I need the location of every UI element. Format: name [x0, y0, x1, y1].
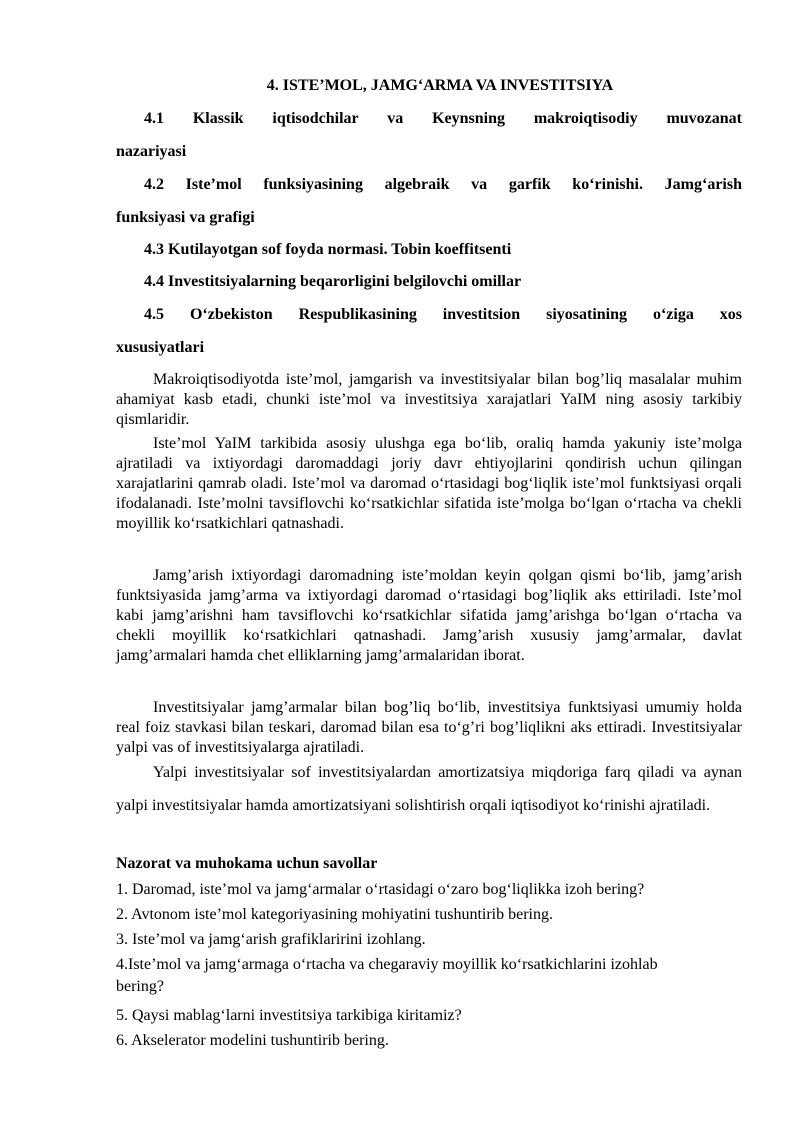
section-heading-4-1 — [116, 102, 742, 168]
body-paragraph: Jamg’arish ixtiyordagi daromadning iste’moldan keyin qolgan qismi bo‘lib, jamg’arish funktsiyasida jamg’arma va ixtiyordagi daromad o‘rtasidagi bog’liqlik aks ettiriladi. Iste’mol kabi jamg’arishni ham tavsiflovchi ko‘rsatkichlar sifatida jamg’arishga bo‘lgan o‘rtacha va chekli moyillik ko‘rsatkichlari qatnashadi. Jamg’arish xususiy jamg’armalar, davlat jamg’armalari hamda chet elliklarning jamg’armalaridan iborat. — [116, 567, 742, 664]
question-item: 4.Iste’mol va jamgʻarmaga oʻrtacha va chegaraviy moyillik koʻrsatkichlarini izohlab bering? — [116, 956, 658, 995]
section-heading-line: 4.1 Klassik iqtisodchilar va Keynsning makroiqtisodiy muvozanat — [144, 110, 742, 127]
section-heading-4-2 — [116, 168, 742, 234]
chapter-title: 4. ISTE’MOL, JAMGʻARMA VA INVESTITSIYA — [266, 77, 614, 94]
question-item: 6. Akselerator modelini tushuntirib bering. — [116, 1032, 389, 1049]
section-heading-4-4: 4.4 Investitsiyalarning beqarorligini belgilovchi omillar — [144, 273, 522, 290]
body-paragraph: Makroiqtisodiyotda iste’mol, jamgarish va investitsiyalar bilan bog’liq masalalar muhim ahamiyat kasb etadi, chunki iste’mol va investitsiya xarajatlari YaIM ning asosiy tarkibiy qismlaridir. — [116, 371, 742, 428]
section-heading-4-3: 4.3 Kutilayotgan sof foyda normasi. Tobin koeffitsenti — [144, 241, 512, 258]
section-heading-continuation: nazariyasi — [116, 143, 187, 160]
questions-heading: Nazorat va muhokama uchun savollar — [116, 855, 378, 872]
body-paragraph: Yalpi investitsiyalar sof investitsiyalardan amortizatsiya miqdoriga farq qiladi va aynan yalpi investitsiyalar hamda amortizatsiyani solishtirish orqali iqtisodiyot ko‘rinishi ajratiladi. — [116, 764, 742, 814]
body-paragraph: Investitsiyalar jamg’armalar bilan bog’liq bo‘lib, investitsiya funktsiyasi umumiy holda real foiz stavkasi bilan teskari, daromad bilan esa to‘g’ri bog’liqlikni aks ettiradi. Investitsiyalar yalpi vas of investitsiyalarga ajratiladi. — [116, 699, 742, 756]
section-heading-line: 4.2 Iste’mol funksiyasining algebraik va garfik koʻrinishi. Jamgʻarish — [144, 176, 742, 193]
section-heading-continuation: funksiyasi va grafigi — [116, 209, 255, 226]
section-heading-4-5 — [116, 298, 742, 364]
question-item: 5. Qaysi mablagʻlarni investitsiya tarkibiga kiritamiz? — [116, 1007, 462, 1024]
question-item: 2. Avtonom iste’mol kategoriyasining mohiyatini tushuntirib bering. — [116, 906, 553, 923]
body-paragraph: Iste’mol YaIM tarkibida asosiy ulushga ega bo‘lib, oraliq hamda yakuniy iste’molga ajratiladi va ixtiyordagi daromaddagi joriy davr ehtiyojlarini qondirish uchun qilingan xarajatlarini qamrab oladi. Iste’mol va daromad o‘rtasidagi bog‘liqlik iste’mol funktsiyasi orqali ifodalanadi. Iste’molni tavsiflovchi ko‘rsatkichlar sifatida iste’molga bo‘lgan o‘rtacha va chekli moyillik ko‘rsatkichlari qatnashadi. — [116, 435, 742, 532]
question-item: 3. Iste’mol va jamgʻarish grafiklaririni izohlang. — [116, 931, 426, 948]
section-heading-continuation: xususiyatlari — [116, 339, 205, 356]
question-item: 1. Daromad, iste’mol va jamgʻarmalar oʻrtasidagi oʻzaro bogʻliqlikka izoh bering? — [116, 881, 645, 898]
section-heading-line: 4.5 Oʻzbekiston Respublikasining investitsion siyosatining oʻziga xos — [144, 306, 742, 323]
